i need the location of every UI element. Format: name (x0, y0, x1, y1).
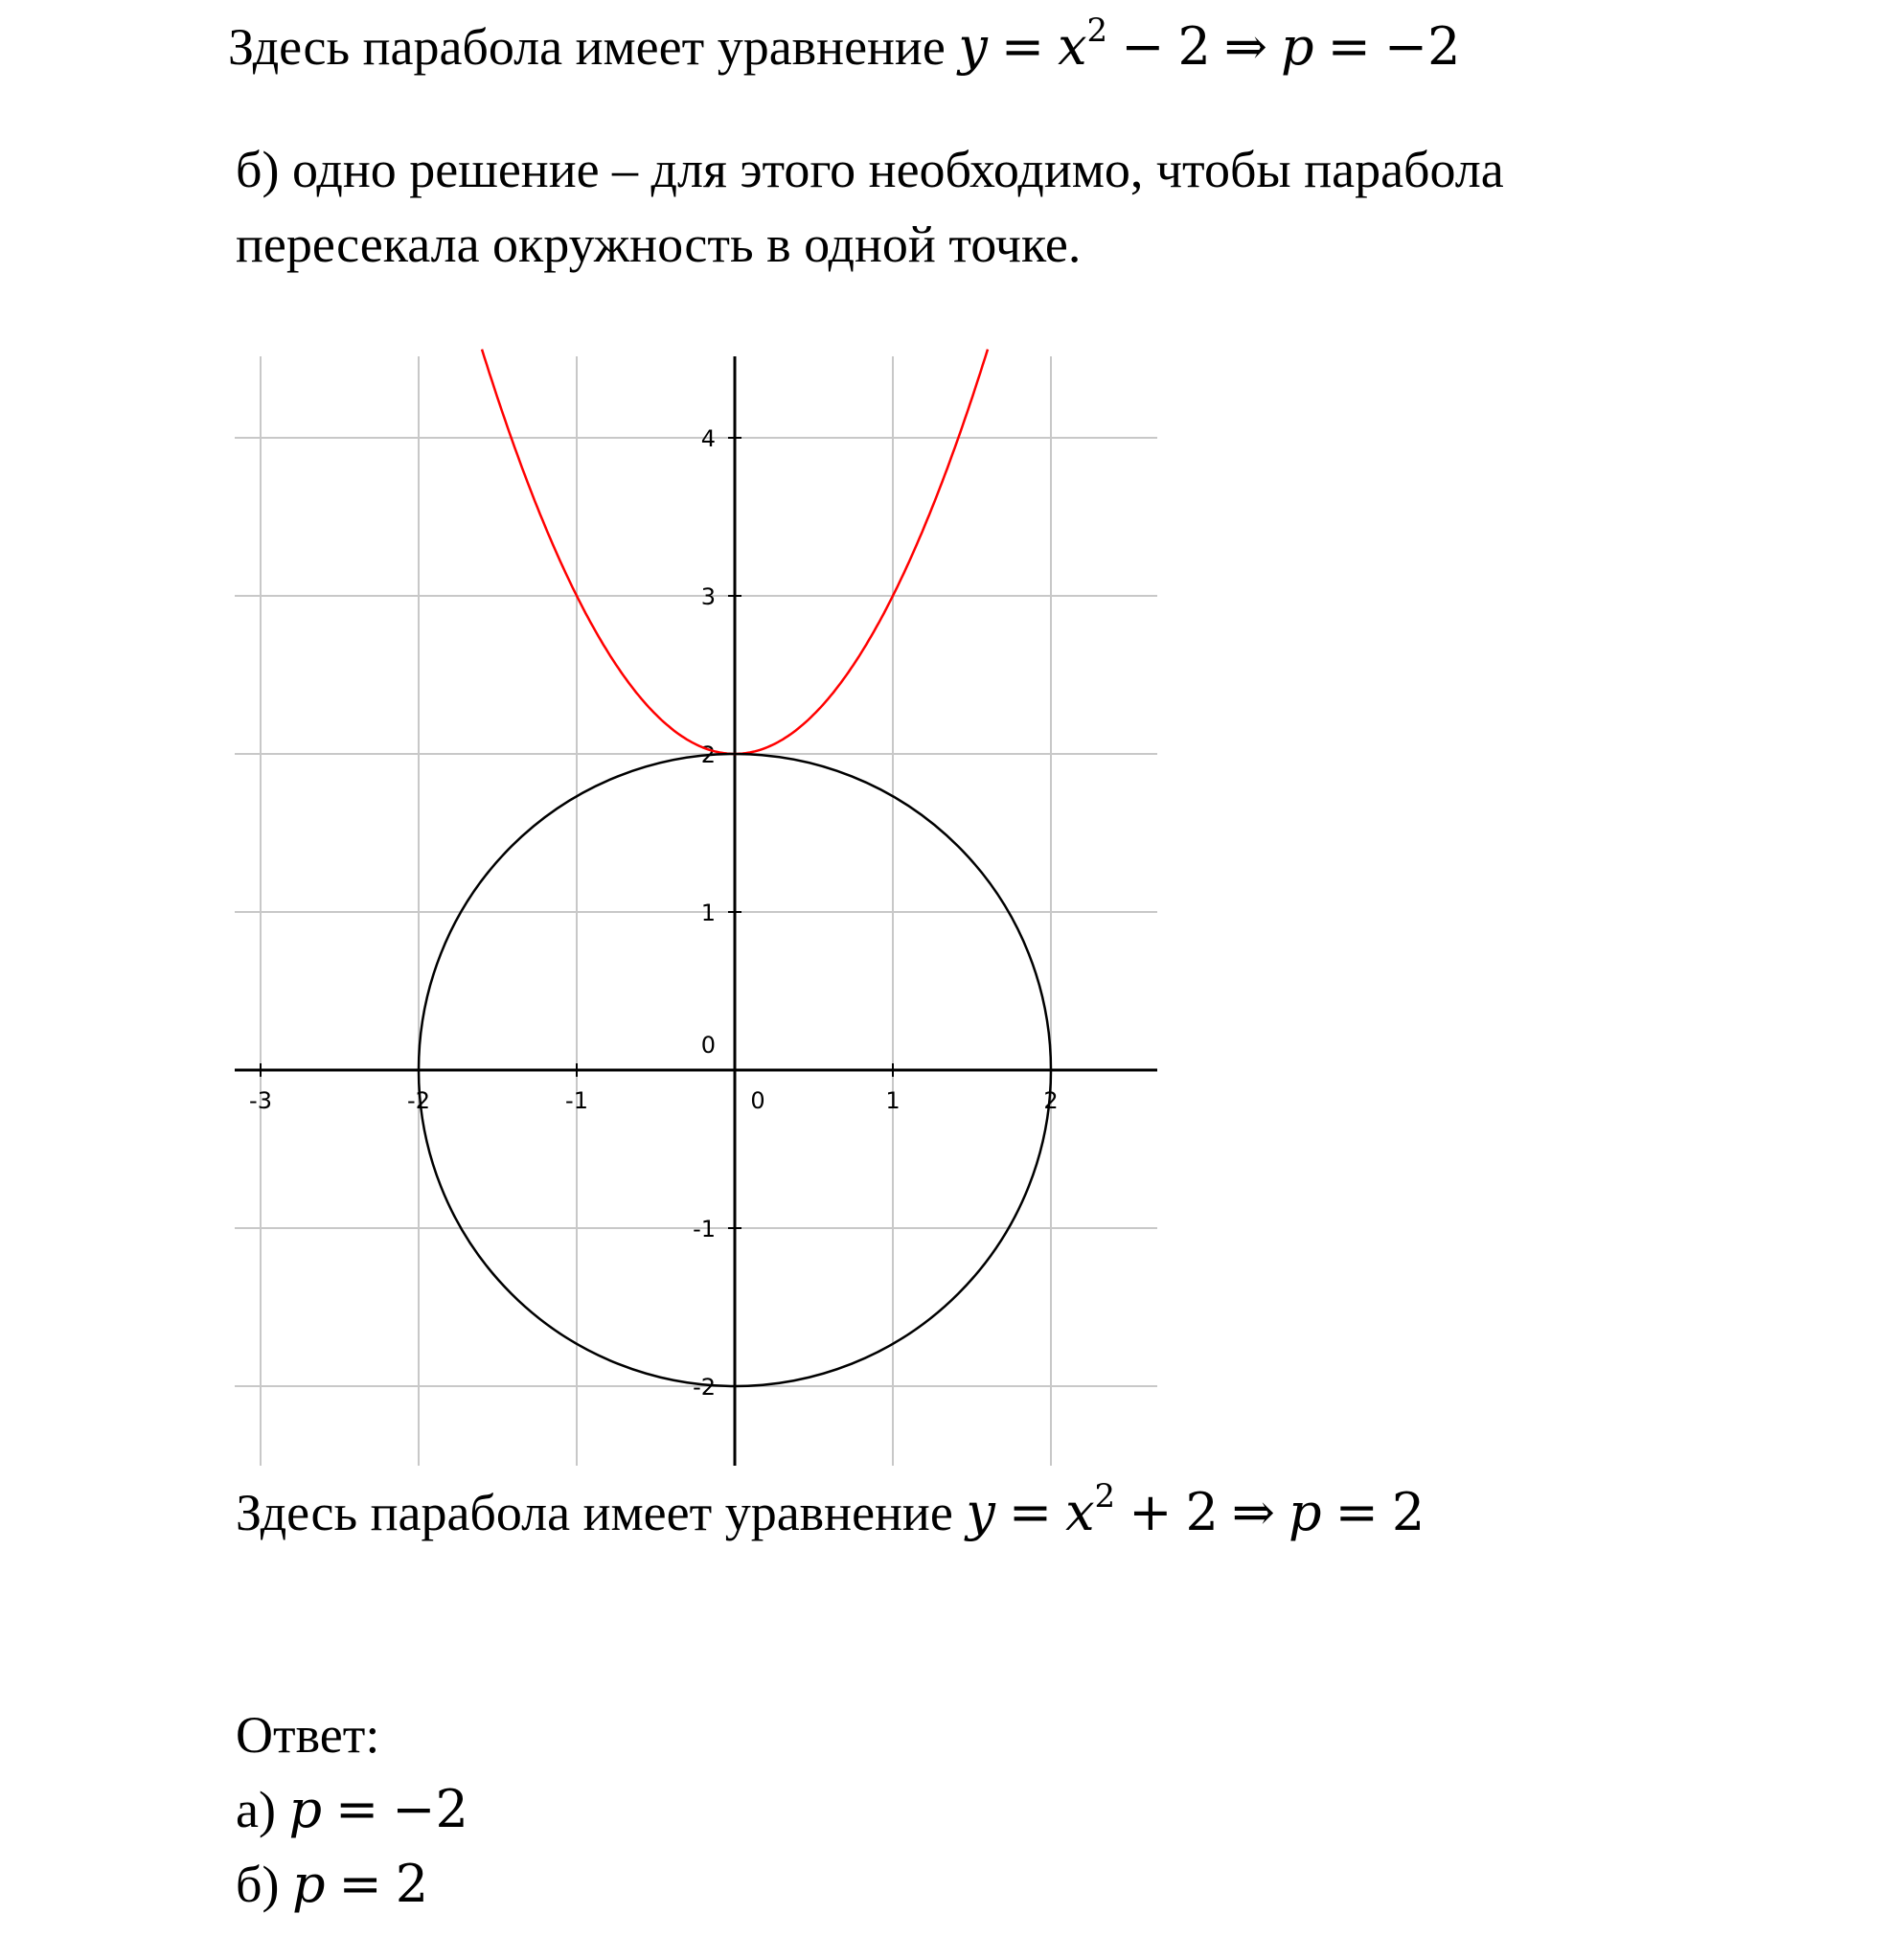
var-x: x (1065, 1482, 1095, 1542)
x-tick-label: -1 (565, 1087, 588, 1114)
y-tick-label: 4 (700, 425, 716, 452)
part-b-line-2: пересекала окружность в одной точке. (236, 216, 1082, 273)
var-p: p (291, 1854, 326, 1914)
var-y: y (958, 16, 988, 77)
answer-title: Ответ: (236, 1706, 380, 1764)
x-tick-label: 1 (885, 1087, 901, 1114)
implies-sign: ⇒ (1231, 1482, 1276, 1542)
plus-sign: + (1129, 1482, 1173, 1542)
answer-b-math (292, 1854, 428, 1914)
y-tick-label: 3 (700, 583, 716, 610)
parabola-equation-line-b (236, 1477, 1425, 1542)
var-p: p (1281, 16, 1314, 77)
answer-a-label: а) (236, 1781, 276, 1838)
var-x: x (1058, 16, 1087, 77)
grid (235, 356, 1157, 1466)
eq-sign: = (1000, 16, 1045, 77)
equation-prefix: Здесь парабола имеет уравнение (228, 18, 946, 76)
part-b-line-1: б) одно решение – для этого необходимо, чтобы парабола (236, 141, 1504, 198)
eq-sign-2: = (1334, 1482, 1379, 1542)
p-value: 2 (1391, 1482, 1425, 1542)
constant: 2 (1177, 16, 1211, 77)
minus-sign: − (1121, 16, 1165, 77)
y-tick-label: -2 (693, 1374, 716, 1401)
y-tick-label: 2 (700, 741, 716, 768)
y-tick-label: 0 (700, 1032, 716, 1059)
answer-b-label: б) (236, 1856, 280, 1913)
eq-sign: = (338, 1854, 382, 1914)
eq-sign: = (1008, 1482, 1053, 1542)
x-tick-label: 2 (1043, 1087, 1059, 1114)
answer-a-math (288, 1779, 468, 1839)
equation-prefix: Здесь парабола имеет уравнение (236, 1484, 953, 1541)
answer-b-value: 2 (395, 1854, 429, 1914)
y-tick-label: -1 (693, 1216, 716, 1242)
var-p: p (1289, 1482, 1322, 1542)
implies-sign: ⇒ (1223, 16, 1268, 77)
constant: 2 (1185, 1482, 1219, 1542)
p-value: −2 (1383, 16, 1461, 77)
x-tick-label: 0 (750, 1087, 765, 1114)
answer-a-value: −2 (392, 1779, 468, 1839)
equation-math (966, 1477, 1425, 1542)
eq-sign-2: = (1327, 16, 1371, 77)
x-tick-label: -3 (249, 1087, 272, 1114)
exponent: 2 (1094, 1477, 1116, 1516)
var-p: p (288, 1779, 323, 1839)
answer-a (236, 1779, 468, 1839)
var-y: y (966, 1482, 995, 1542)
answer-b (236, 1854, 429, 1914)
x-tick-label: -2 (407, 1087, 430, 1114)
exponent: 2 (1086, 11, 1108, 50)
y-tick-label: 1 (700, 900, 716, 926)
eq-sign: = (335, 1779, 379, 1839)
